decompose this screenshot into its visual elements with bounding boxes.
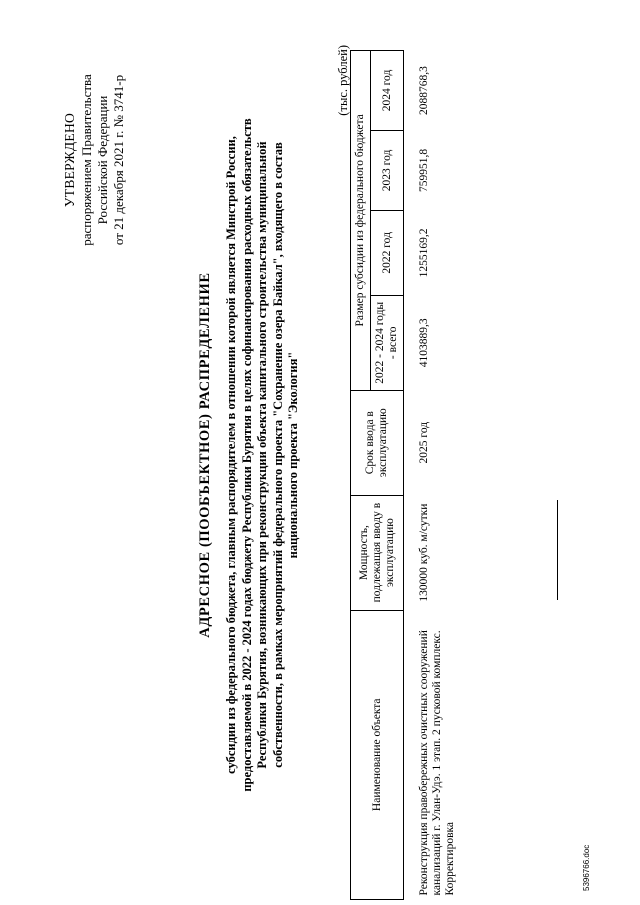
document-heading — [197, 55, 302, 855]
file-reference: 5396766.doc — [582, 844, 591, 891]
allocation-table — [350, 50, 460, 900]
heading-line-3: Республики Бурятия, возникающих при реконструкции объекта капитального строительства муниципальной — [255, 141, 269, 769]
cell-total: 4103889,3 — [418, 318, 430, 368]
cell-2023: 759951,8 — [418, 148, 430, 193]
cell-2022: 1255169,2 — [418, 228, 430, 278]
header-capacity: Мощность, подлежащая вводу в эксплуатацию — [351, 495, 404, 610]
heading-line-1: субсидии из федерального бюджета, главным распорядителем в отношении которой является Минстрой России, — [224, 136, 238, 774]
header-2024: 2024 год — [371, 51, 404, 131]
header-2022: 2022 год — [371, 210, 404, 295]
heading-line-2: предоставляемой в 2022 - 2024 годах бюджету Республики Бурятия в целях софинансирования расходных обязательств — [239, 118, 254, 792]
units-label: (тыс. рублей) — [336, 45, 350, 116]
cell-object-name: Реконструкция правобережных очистных сооружений канализаций г. Улан-Удэ. 1 этап. 2 пусковой комплекс. Корректировка — [418, 630, 456, 896]
document-title: АДРЕСНОЕ (ПООБЪЕКТНОЕ) РАСПРЕДЕЛЕНИЕ — [197, 272, 213, 638]
cell-2024: 2088768,3 — [418, 66, 430, 115]
cell-deadline: 2025 год — [418, 421, 430, 464]
approval-line-1: распоряжением Правительства — [79, 74, 94, 246]
heading-line-5: национального проекта "Экология" — [286, 351, 300, 559]
cell-capacity: 130000 куб. м/сутки — [418, 503, 430, 602]
header-total: 2022 - 2024 годы - всего — [371, 295, 404, 390]
approval-line-3: от 21 декабря 2021 г. № 3741-р — [111, 74, 126, 246]
header-subsidy-group: Размер субсидии из федерального бюджета — [351, 51, 371, 391]
approval-line-2: Российской Федерации — [95, 95, 110, 225]
header-2023: 2023 год — [371, 130, 404, 210]
approval-title: УТВЕРЖДЕНО — [62, 112, 77, 208]
table-row — [404, 51, 461, 900]
closing-rule — [557, 500, 558, 600]
heading-line-4: собственности, в рамках мероприятий федерального проекта "Сохранение озера Байкал", входящего в состав — [270, 142, 285, 768]
header-name: Наименование объекта — [351, 610, 404, 899]
approval-stamp — [62, 40, 127, 280]
header-deadline: Срок ввода в эксплуатацию — [351, 390, 404, 495]
